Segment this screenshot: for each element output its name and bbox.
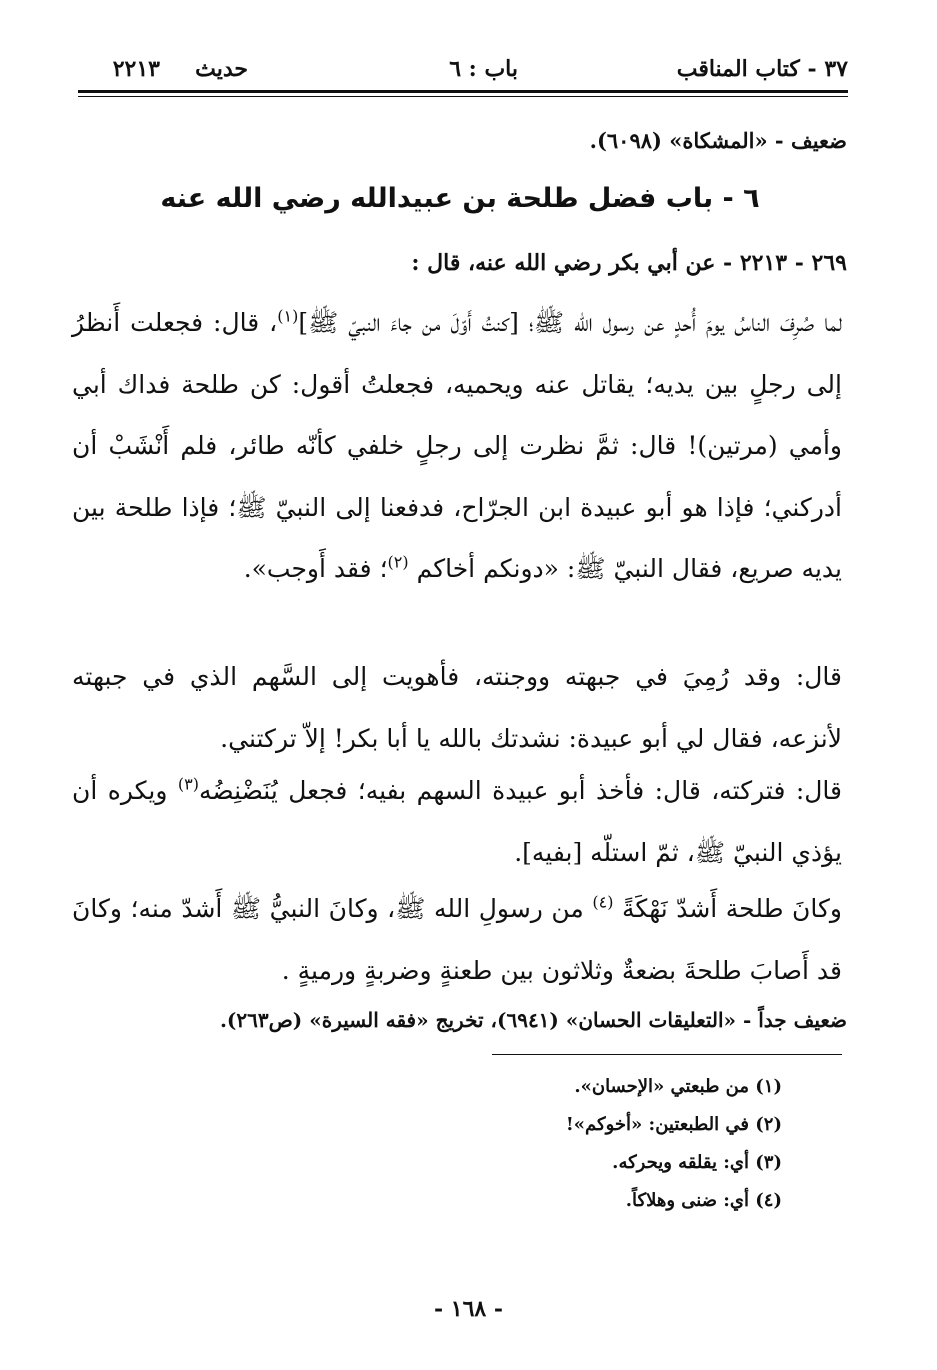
footnote-4: (٤) أي: ضنى وهلاكاً. bbox=[625, 1190, 782, 1211]
footnote-ref-4: (٤) bbox=[592, 892, 614, 912]
footnote-2: (٢) في الطبعتين: «أخوكم»! bbox=[565, 1114, 782, 1135]
paragraph-1-part-a: لما صُرِفَ الناسُ يومَ أُحدٍ عن رسول الله ﷺ؛ [كنتُ أَوّلَ من جاءَ النبيّ ﷺ] bbox=[298, 308, 842, 337]
paragraph-4-part-b: من رسولِ الله ﷺ، وكانَ النبيُّ ﷺ أَشدّ منه؛ وكانَ قد أَصابَ طلحةَ بضعةٌ وثلاثون بين طعنةٍ وضربةٍ ورميةٍ . bbox=[72, 894, 842, 985]
header-rule-thick bbox=[78, 90, 848, 93]
paragraph-3 bbox=[72, 760, 842, 883]
header-hadith-label: حديث bbox=[195, 56, 248, 82]
hadith-heading: ٢٦٩ - ٢٢١٣ - عن أبي بكر رضي الله عنه، قال : bbox=[411, 250, 847, 276]
paragraph-1-part-c: ؛ فقد أَوجب». bbox=[243, 554, 388, 583]
footnote-3: (٣) أي: يقلقه ويحركه. bbox=[612, 1152, 782, 1173]
paragraph-4-part-a: وكانَ طلحة أَشدّ نَهْكَةً bbox=[621, 894, 842, 923]
chapter-title: ٦ - باب فضل طلحة بن عبيدالله رضي الله عنه bbox=[160, 183, 760, 214]
footnote-ref-3: (٣) bbox=[177, 774, 199, 794]
paragraph-1 bbox=[72, 292, 842, 600]
paragraph-3-part-b: ويكره أن يؤذي النبيّ ﷺ، ثمّ استلّه [بفيه]. bbox=[72, 776, 842, 867]
footnote-separator bbox=[492, 1054, 842, 1055]
footnote-1: (١) من طبعتي «الإحسان». bbox=[574, 1076, 782, 1097]
paragraph-2: قال: وقد رُمِيَ في جبهته ووجنته، فأهويت إلى السَّهم الذي في جبهته لأنزعه، فقال لي أبو عبيدة: نشدتك بالله يا أبا بكر! إلاّ تركتني. bbox=[72, 662, 842, 753]
paragraph-4 bbox=[72, 878, 842, 1001]
page-number: - ١٦٨ - bbox=[433, 1296, 504, 1322]
footnote-ref-1: (١) bbox=[277, 306, 299, 326]
paragraph-3-part-a: قال: فتركته، قال: فأخذ أبو عبيدة السهم بفيه؛ فجعل يُنَضْنِضُه bbox=[199, 776, 842, 805]
running-header bbox=[78, 56, 848, 88]
header-chapter: ٣٧ - كتاب المناقب bbox=[676, 56, 848, 82]
footnotes bbox=[566, 1068, 782, 1220]
footnote-ref-2: (٢) bbox=[387, 552, 409, 572]
header-rule-thin bbox=[78, 96, 848, 97]
header-bab: باب : ٦ bbox=[449, 56, 518, 82]
grade-bottom: ضعيف جداً - «التعليقات الحسان» (٦٩٤١)، تخريج «فقه السيرة» (ص٢٦٣). bbox=[219, 1008, 847, 1032]
grade-top: ضعيف - «المشكاة» (٦٠٩٨). bbox=[589, 128, 847, 153]
paragraph-1-part-b: ، قال: فجعلت أَنظرُ إلى رجلٍ بين يديه؛ يقاتل عنه ويحميه، فجعلتُ أقول: كن طلحة فداك أبي وأمي (مرتين)! قال: ثمَّ نظرت إلى رجلٍ خلفي كأنّه طائر، فلم أَنْشَبْ أن أدركني؛ فإذا هو أبو عبيدة ابن الجرّاح، فدفعنا إلى النبيّ ﷺ؛ فإذا طلحة بين يديه صريع، فقال النبيّ ﷺ: «دونكم أخاكم bbox=[72, 308, 842, 583]
header-hadith-number: ٢٢١٣ bbox=[112, 56, 160, 82]
